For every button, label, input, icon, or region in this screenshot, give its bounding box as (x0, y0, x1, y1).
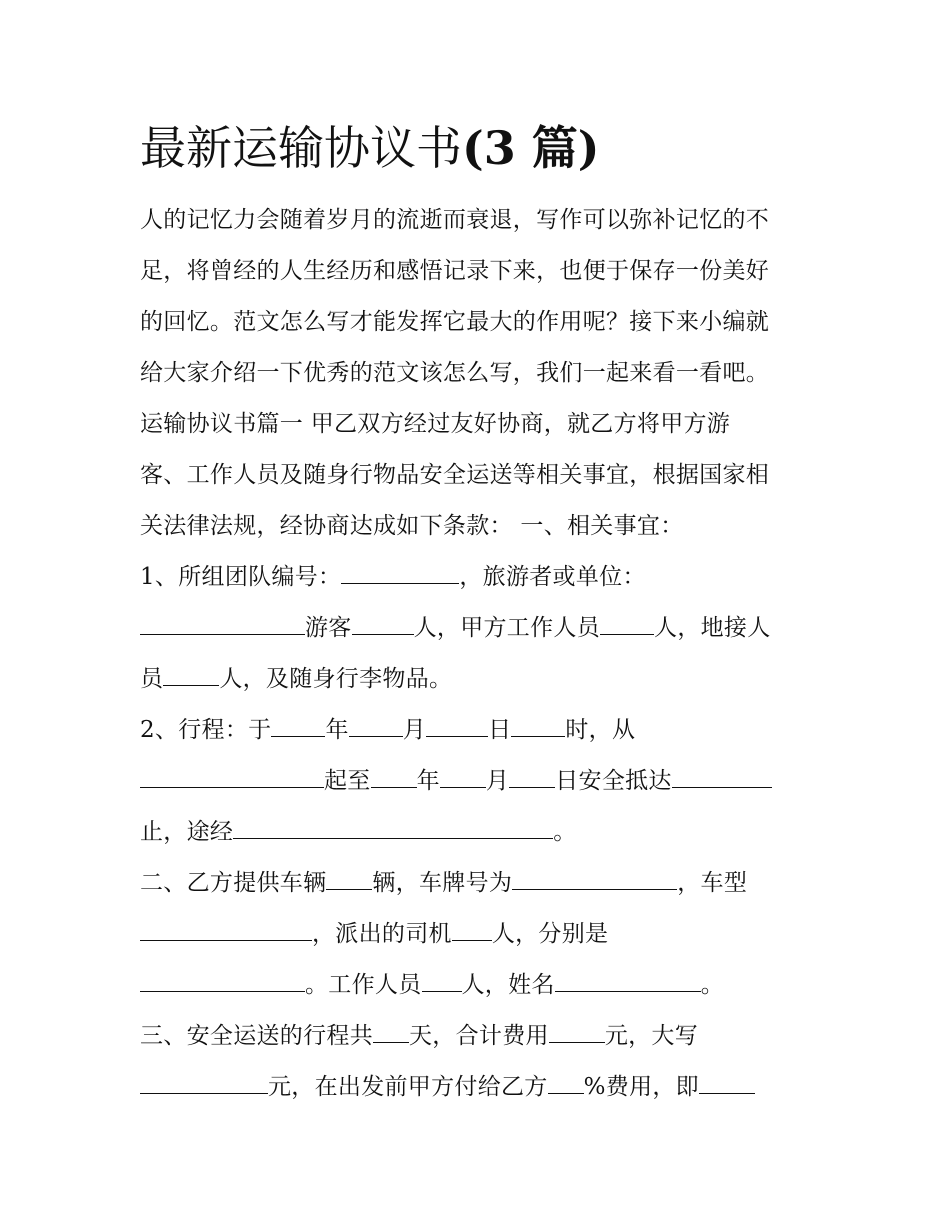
clause-text: 人，地接人 (654, 615, 771, 641)
intro-line: 人的记忆力会随着岁月的流逝而衰退，写作可以弥补记忆的不 (140, 207, 770, 233)
clause-2-line (140, 765, 772, 797)
clause-text: 元，大写 (604, 1023, 699, 1049)
clause-text: 止，途经 (140, 819, 234, 845)
clause-text: 人，分别是 (491, 921, 609, 947)
clause-text: 辆，车牌号为 (372, 870, 513, 896)
clause-text: ，旅游者或单位： (459, 564, 646, 590)
hour-blank[interactable] (511, 714, 565, 737)
clause-text: ，车型 (677, 870, 748, 896)
clause-text: 。 (700, 972, 725, 998)
clause-text: 天，合计费用 (409, 1023, 549, 1049)
day-blank[interactable] (426, 714, 488, 737)
days-blank[interactable] (373, 1020, 409, 1043)
year-blank[interactable] (271, 714, 325, 737)
plate-number-blank[interactable] (512, 867, 677, 890)
end-year-blank[interactable] (371, 765, 417, 788)
clause-2-line (140, 816, 577, 848)
clause-text: %费用，即 (583, 1074, 699, 1100)
clause-text: 人，姓名 (461, 972, 555, 998)
intro-line: 给大家介绍一下优秀的范文该怎么写，我们一起来看一看吧。 (140, 360, 770, 386)
clause-text: 时，从 (565, 717, 636, 743)
origin-blank[interactable] (140, 765, 324, 788)
intro-line: 足，将曾经的人生经历和感悟记录下来，也便于保存一份美好 (140, 258, 770, 284)
clause-text: 日安全抵达 (555, 768, 672, 794)
section-line: 关法律法规，经协商达成如下条款： 一、相关事宜： (140, 513, 684, 539)
staff-count-blank[interactable] (600, 612, 654, 635)
vehicle-model-blank[interactable] (140, 918, 312, 941)
clause-text: 二、乙方提供车辆 (140, 870, 327, 896)
clause-text: 年 (416, 768, 440, 794)
clause-er-line (140, 918, 608, 950)
vehicle-count-blank[interactable] (326, 867, 372, 890)
clause-text: 三、安全运送的行程共 (140, 1023, 373, 1049)
end-month-blank[interactable] (440, 765, 486, 788)
clause-text: 。工作人员 (305, 972, 422, 998)
clause-text: 。 (553, 819, 577, 845)
document-title (140, 118, 600, 178)
percent-blank[interactable] (548, 1071, 584, 1094)
destination-blank[interactable] (672, 765, 772, 788)
advance-amount-blank[interactable] (699, 1071, 755, 1094)
clause-1-line (140, 612, 771, 644)
clause-text: 元，在出发前甲方付给乙方 (268, 1074, 548, 1100)
clause-1-line (140, 663, 452, 695)
unit-name-blank[interactable] (140, 612, 305, 635)
clause-text: 月 (485, 768, 510, 794)
clause-text: 人，甲方工作人员 (413, 615, 601, 641)
driver-count-blank[interactable] (452, 918, 492, 941)
total-fee-blank[interactable] (549, 1020, 605, 1043)
local-staff-count-blank[interactable] (163, 663, 219, 686)
intro-line: 的回忆。范文怎么写才能发挥它最大的作用呢？接下来小编就 (140, 309, 770, 335)
month-blank[interactable] (349, 714, 403, 737)
route-blank[interactable] (233, 816, 553, 839)
clause-text: 1、所组团队编号： (140, 564, 342, 590)
clause-text: 人，及随身行李物品。 (219, 666, 453, 692)
clause-er-line (140, 867, 747, 899)
end-day-blank[interactable] (509, 765, 555, 788)
clause-san-line (140, 1071, 755, 1103)
title-count: (3 篇) (462, 121, 600, 175)
section-heading-line: 运输协议书篇一 甲乙双方经过友好协商，就乙方将甲方游 (140, 411, 731, 437)
clause-san-line (140, 1020, 698, 1052)
tourist-count-blank[interactable] (352, 612, 414, 635)
driver-names-blank[interactable] (140, 969, 305, 992)
clause-text: 起至 (324, 768, 371, 794)
team-number-blank[interactable] (341, 561, 459, 584)
clause-text: ，派出的司机 (312, 921, 452, 947)
staff-name-blank[interactable] (555, 969, 701, 992)
clause-1-line (140, 561, 646, 593)
staff-count-blank[interactable] (422, 969, 462, 992)
title-main: 最新运输协议书 (140, 121, 462, 175)
clause-text: 月 (402, 717, 427, 743)
fee-uppercase-blank[interactable] (140, 1071, 268, 1094)
clause-text: 员 (140, 666, 164, 692)
clause-text: 日 (488, 717, 512, 743)
clause-text: 2、行程：于 (140, 717, 272, 743)
clause-text: 游客 (305, 615, 352, 641)
section-line: 客、工作人员及随身行物品安全运送等相关事宜，根据国家相 (140, 462, 770, 488)
clause-er-line (140, 969, 724, 1001)
clause-text: 年 (325, 717, 349, 743)
clause-2-line (140, 714, 635, 746)
